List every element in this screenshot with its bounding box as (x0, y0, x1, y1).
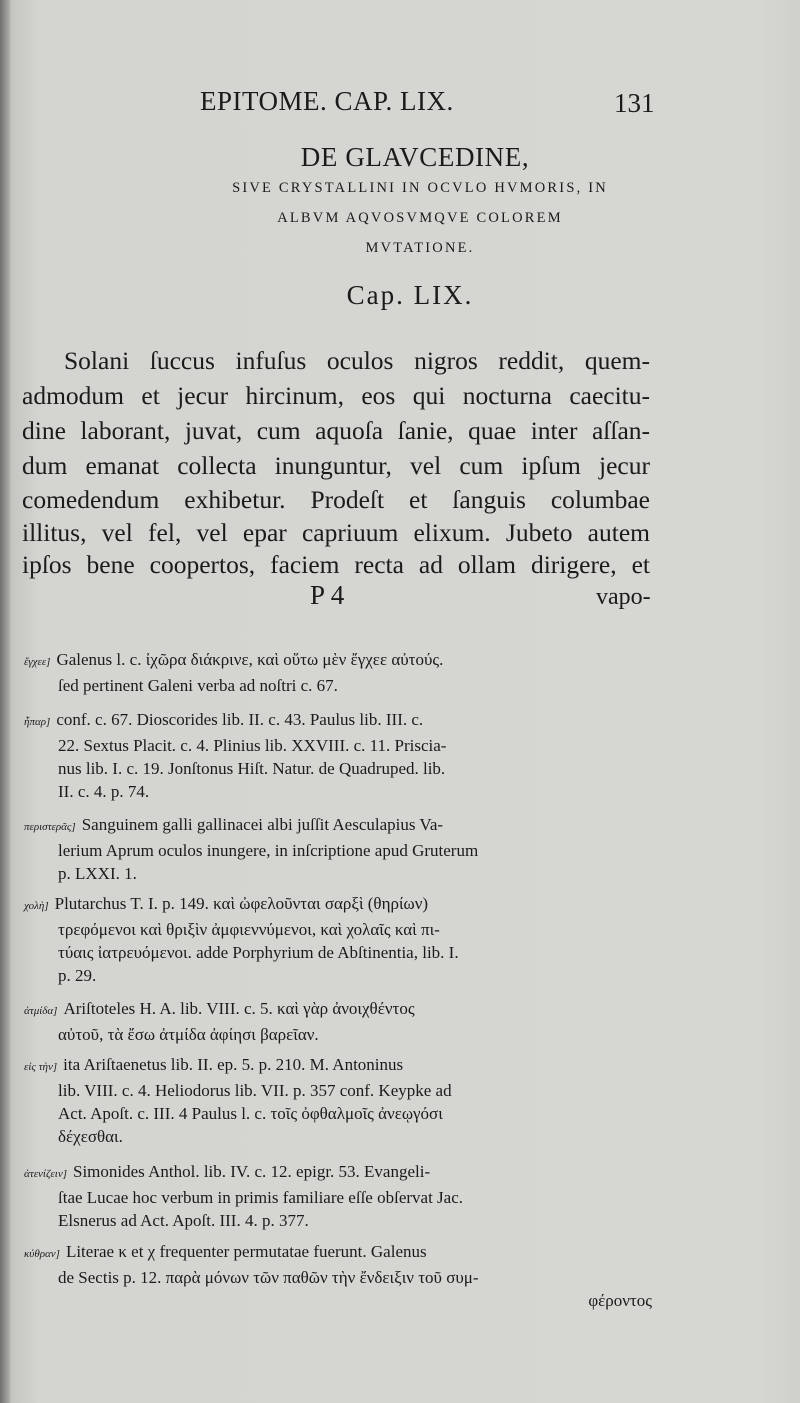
running-head-title: EPITOME. CAP. LIX. (200, 86, 454, 116)
footnote-line: Galenus l. c. ἰχῶρα διάκρινε, καὶ οὕτω μὲν ἔγχεε αὐτούς. (56, 650, 444, 669)
body-text-line: ipſos bene coopertos, faciem recta ad ollam dirigere, et (22, 550, 650, 579)
footnote-line: nus lib. I. c. 19. Jonſtonus Hiſt. Natur. de Quadruped. lib. (58, 759, 446, 778)
footnote-line: τύαις ἰατρευόμενοι. adde Porphyrium de Abſtinentia, lib. I. (58, 943, 459, 962)
chapter-number: Cap. LIX. (346, 280, 474, 310)
footnote-line: 22. Sextus Placit. c. 4. Plinius lib. XXVIII. c. 11. Priscia- (58, 736, 447, 755)
footnote-lemma: εἰς τὴν] (24, 1061, 58, 1073)
chapter-title: DE GLAVCEDINE, (300, 142, 530, 172)
footnote (24, 997, 652, 1046)
chapter-subtitle-line: ALBVM AQVOSVMQVE COLOREM (277, 210, 563, 226)
footnote-lemma: ἀτενίζειν] (24, 1168, 67, 1180)
chapter-subtitle-line: SIVE CRYSTALLINI IN OCVLO HVMORIS, IN (232, 180, 608, 196)
footnote-lemma: ἀτμίδα] (24, 1005, 58, 1017)
body-text-line: illitus, vel fel, vel epar capriuum elixum. Jubeto autem (22, 518, 650, 547)
footnote (24, 892, 652, 987)
footnote-line: Plutarchus T. I. p. 149. καὶ ὠφελοῦνται σαρξὶ (θηρίων) (54, 894, 429, 913)
footnote-line: ſed pertinent Galeni verba ad noſtri c. 67. (58, 676, 338, 695)
footnote-line: Sanguinem galli gallinacei albi juſſit Aesculapius Va- (81, 815, 444, 834)
footnote-line: ſtae Lucae hoc verbum in primis familiare eſſe obſervat Jac. (58, 1188, 463, 1207)
footnote-line: ita Ariſtaenetus lib. II. ep. 5. p. 210. M. Antoninus (63, 1055, 404, 1074)
footnote-line: lib. VIII. c. 4. Heliodorus lib. VII. p. 357 conf. Keypke ad (58, 1081, 452, 1100)
footnote-line: Act. Apoſt. c. III. 4 Paulus l. c. τοῖς ὀφθαλμοῖς ἀνεῳγόσι (58, 1104, 443, 1123)
footnote-line: conf. c. 67. Dioscorides lib. II. c. 43. Paulus lib. III. c. (56, 710, 424, 729)
footnote-line: φέροντος (588, 1291, 652, 1310)
footnote (24, 1240, 652, 1312)
signature-mark: P 4 (310, 580, 345, 610)
footnote-lemma: κύθραν] (24, 1248, 60, 1260)
footnote-line: II. c. 4. p. 74. (58, 782, 150, 801)
footnote-lemma: ἔγχεε] (24, 656, 51, 668)
footnote (24, 648, 652, 697)
page-number: 131 (614, 88, 655, 118)
footnote-line: de Sectis p. 12. παρὰ μόνων τῶν παθῶν τὴν ἔνδειξιν τοῦ συμ- (58, 1268, 479, 1287)
body-text-line: dine laborant, juvat, cum aquoſa ſanie, quae inter aſſan- (22, 416, 650, 445)
body-text-line: comedendum exhibetur. Prodeſt et ſanguis columbae (22, 485, 650, 514)
running-head (0, 86, 800, 120)
footnote-line: Elsnerus ad Act. Apoſt. III. 4. p. 377. (58, 1211, 309, 1230)
footnote (24, 1160, 652, 1232)
footnote-line: τρεφόμενοι καὶ θριξὶν ἀμφιεννύμενοι, καὶ χολαῖς καὶ πι- (58, 920, 440, 939)
footnote-line: δέχεσθαι. (58, 1127, 123, 1146)
footnote (24, 813, 652, 885)
footnote (24, 708, 652, 803)
catchword: vapo- (596, 584, 651, 610)
footnote-lemma: περιστερᾶς] (24, 821, 76, 833)
footnote-lemma: χολὴ] (24, 900, 49, 912)
footnote-line: Simonides Anthol. lib. IV. c. 12. epigr. 53. Evangeli- (73, 1162, 431, 1181)
chapter-subtitle-line: MVTATIONE. (365, 240, 475, 256)
footnote-line: lerium Aprum oculos inungere, in inſcriptione apud Gruterum (58, 841, 479, 860)
footnote-line: Ariſtoteles H. A. lib. VIII. c. 5. καὶ γὰρ ἀνοιχθέντος (63, 999, 415, 1018)
footnote (24, 1053, 652, 1148)
body-text-line: dum emanat collecta inunguntur, vel cum ipſum jecur (22, 451, 650, 480)
footnote-line: αὐτοῦ, τὰ ἔσω ἀτμίδα ἀφίησι βαρεῖαν. (58, 1025, 319, 1044)
footnote-lemma: ἧπαρ] (24, 716, 51, 728)
body-text-line: admodum et jecur hircinum, eos qui nocturna caecitu- (22, 381, 650, 410)
body-text-line: Solani ſuccus infuſus oculos nigros reddit, quem- (64, 346, 650, 375)
footnote-line: p. 29. (58, 966, 97, 985)
footnote-line: Literae κ et χ frequenter permutatae fuerunt. Galenus (65, 1242, 427, 1261)
footnote-line: p. LXXI. 1. (58, 864, 137, 883)
